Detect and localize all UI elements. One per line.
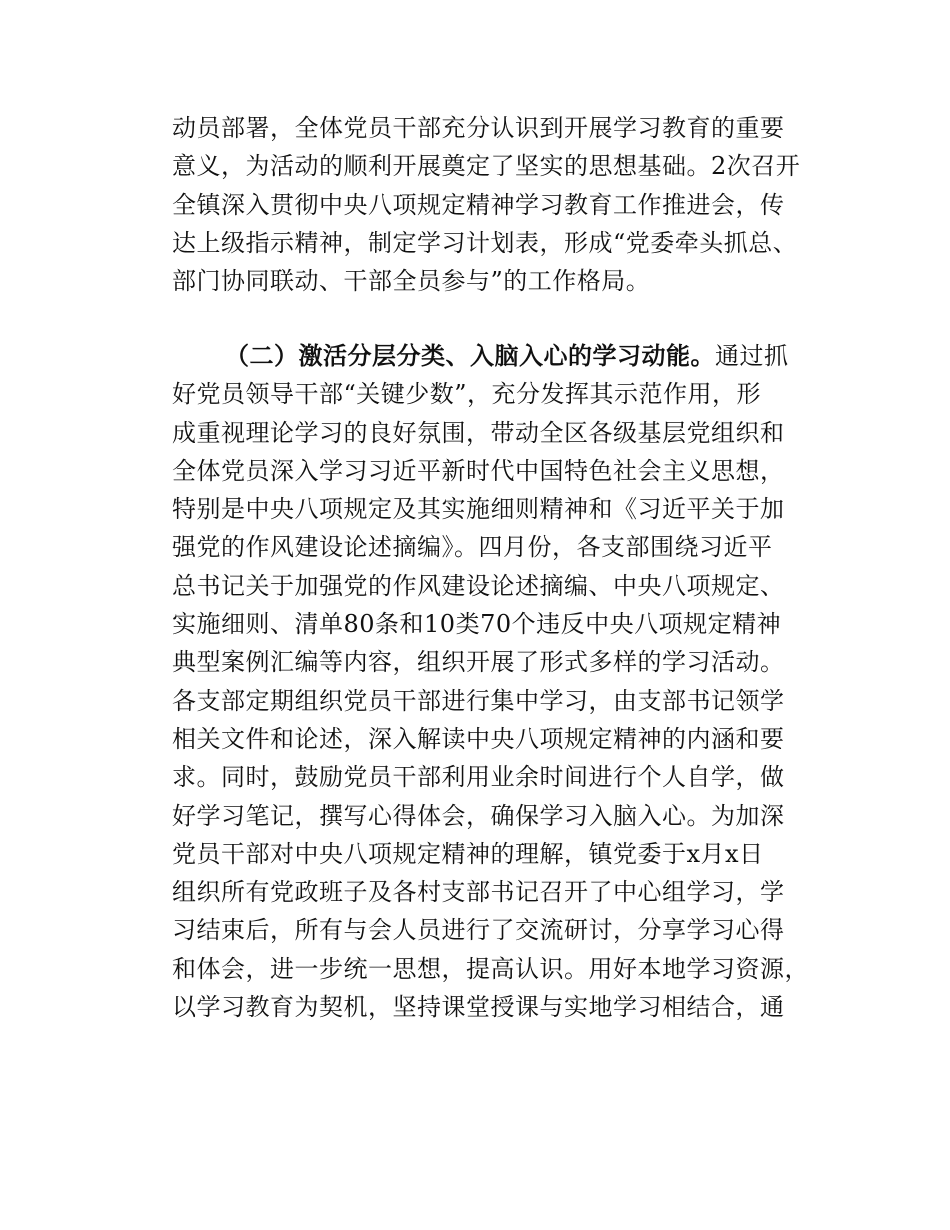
paragraph-2-line: 特别是中央八项规定及其实施细则精神和《习近平关于加 [172, 495, 785, 524]
paragraph-1-line: 达上级指示精神，制定学习计划表，形成“党委牵头抓总、 [172, 228, 798, 257]
paragraph-2-line: 求。同时，鼓励党员干部利用业余时间进行个人自学，做 [172, 763, 785, 792]
paragraph-2 [172, 337, 812, 1026]
paragraph-1-line: 全镇深入贯彻中央八项规定精神学习教育工作推进会，传 [172, 190, 785, 219]
paragraph-2-line: 相关文件和论述，深入解读中央八项规定精神的内涵和要 [172, 724, 785, 753]
section-heading: （二）激活分层分类、入脑入心的学习动能。 [225, 341, 715, 370]
paragraph-2-line: 党员干部对中央八项规定精神的理解，镇党委于x月x日 [172, 839, 764, 868]
paragraph-2-line: 实施细则、清单80条和10类70个违反中央八项规定精神 [172, 610, 782, 639]
paragraph-1 [172, 109, 812, 300]
heading-continuation: 通过抓 [715, 342, 789, 370]
paragraph-1-line: 部门协同联动、干部全员参与”的工作格局。 [172, 267, 651, 296]
paragraph-1-line: 动员部署，全体党员干部充分认识到开展学习教育的重要 [172, 114, 785, 142]
paragraph-2-line: 好学习笔记，撰写心得体会，确保学习入脑入心。为加深 [172, 801, 785, 830]
paragraph-2-line: 全体党员深入学习习近平新时代中国特色社会主义思想， [172, 456, 785, 485]
paragraph-2-line: 典型案例汇编等内容，组织开展了形式多样的学习活动。 [172, 648, 785, 677]
paragraph-1-line: 意义，为活动的顺利开展奠定了坚实的思想基础。2次召开 [172, 152, 801, 181]
paragraph-2-line: 习结束后，所有与会人员进行了交流研讨，分享学习心得 [172, 916, 785, 945]
paragraph-2-line: 各支部定期组织党员干部进行集中学习，由支部书记领学 [172, 686, 785, 715]
paragraph-2-line: 好党员领导干部“关键少数”，充分发挥其示范作用，形 [172, 380, 762, 409]
paragraph-2-first-line [172, 337, 812, 375]
paragraph-2-line: 成重视理论学习的良好氛围，带动全区各级基层党组织和 [172, 418, 785, 447]
paragraph-2-line: 以学习教育为契机，坚持课堂授课与实地学习相结合，通 [172, 993, 785, 1022]
paragraph-2-line: 总书记关于加强党的作风建设论述摘编、中央八项规定、 [172, 571, 785, 600]
paragraph-2-line: 组织所有党政班子及各村支部书记召开了中心组学习，学 [172, 878, 785, 907]
paragraph-2-line: 和体会，进一步统一思想，提高认识。用好本地学习资源， [172, 954, 809, 983]
paragraph-2-line: 强党的作风建设论述摘编》。四月份，各支部围绕习近平 [172, 533, 773, 562]
